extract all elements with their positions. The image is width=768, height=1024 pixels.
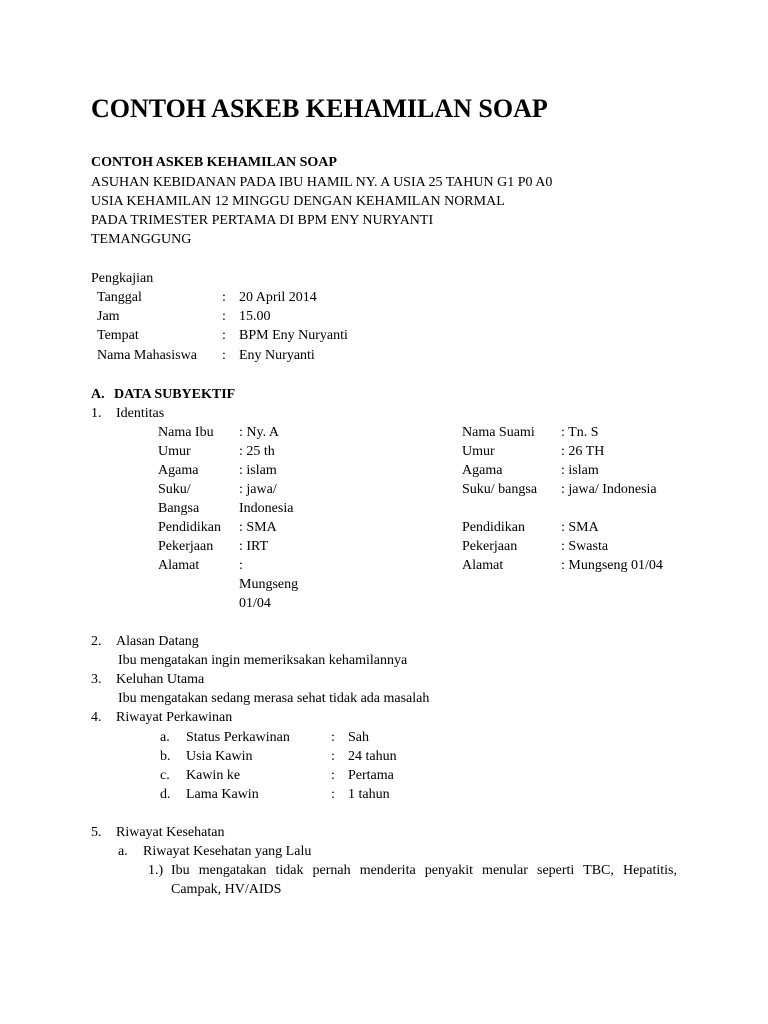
perkawinan-colon: : [331, 787, 335, 802]
ibu-label: Bangsa [158, 501, 200, 516]
pengkajian-value: BPM Eny Nuryanti [239, 328, 348, 343]
ibu-value: Indonesia [239, 501, 294, 516]
ibu-value: 01/04 [239, 596, 271, 611]
keluhan-text: Ibu mengatakan sedang merasa sehat tidak ada masalah [118, 691, 430, 706]
header-line: USIA KEHAMILAN 12 MINGGU DENGAN KEHAMILAN NORMAL [91, 194, 505, 209]
pengkajian-label: Nama Mahasiswa [97, 348, 197, 363]
ibu-label: Pendidikan [158, 520, 221, 535]
perkawinan-marker: c. [160, 768, 170, 783]
perkawinan-value: Sah [348, 730, 369, 745]
pengkajian-colon: : [222, 348, 226, 363]
alasan-text: Ibu mengatakan ingin memeriksakan kehamilannya [118, 653, 408, 668]
pengkajian-label: Jam [97, 309, 120, 324]
perkawinan-marker: d. [160, 787, 171, 802]
perkawinan-colon: : [331, 749, 335, 764]
ibu-label: Umur [158, 444, 191, 459]
pengkajian-heading: Pengkajian [91, 271, 154, 286]
suami-value: : Tn. S [561, 425, 599, 440]
suami-value: : SMA [561, 520, 599, 535]
pengkajian-value: Eny Nuryanti [239, 348, 315, 363]
header-line: TEMANGGUNG [91, 232, 192, 247]
suami-value: : Swasta [561, 539, 609, 554]
suami-label: Agama [462, 463, 503, 478]
identitas-label: Identitas [116, 406, 165, 421]
header-line: PADA TRIMESTER PERTAMA DI BPM ENY NURYANTI [91, 213, 434, 228]
pengkajian-colon: : [222, 328, 226, 343]
kesehatan-sub-label: Riwayat Kesehatan yang Lalu [143, 844, 312, 859]
kesehatan-label: Riwayat Kesehatan [116, 825, 225, 840]
list-number: 4. [91, 710, 102, 725]
perkawinan-colon: : [331, 768, 335, 783]
suami-label: Umur [462, 444, 495, 459]
pengkajian-label: Tanggal [97, 290, 142, 305]
perkawinan-marker: b. [160, 749, 171, 764]
perkawinan-row-label: Lama Kawin [186, 787, 259, 802]
pengkajian-value: 20 April 2014 [239, 290, 317, 305]
list-number: 3. [91, 672, 102, 687]
subtitle: CONTOH ASKEB KEHAMILAN SOAP [91, 155, 337, 170]
ibu-value: : Ny. A [239, 425, 279, 440]
ibu-label: Alamat [158, 558, 200, 573]
ibu-value: : SMA [239, 520, 277, 535]
list-number: 2. [91, 634, 102, 649]
kesehatan-item-marker: 1.) [148, 863, 164, 878]
kesehatan-item-text: Campak, HV/AIDS [171, 882, 282, 897]
section-marker: A. [91, 387, 105, 402]
perkawinan-row-label: Kawin ke [186, 768, 241, 783]
pengkajian-colon: : [222, 290, 226, 305]
suami-value: : jawa/ Indonesia [561, 482, 657, 497]
suami-label: Suku/ bangsa [462, 482, 538, 497]
perkawinan-value: 24 tahun [348, 749, 397, 764]
section-heading: DATA SUBYEKTIF [114, 387, 236, 402]
kesehatan-sub-marker: a. [118, 844, 128, 859]
ibu-value: : jawa/ [239, 482, 277, 497]
list-number: 1. [91, 406, 102, 421]
ibu-value: Mungseng [239, 577, 299, 592]
suami-value: : 26 TH [561, 444, 605, 459]
alasan-label: Alasan Datang [116, 634, 199, 649]
perkawinan-row-label: Usia Kawin [186, 749, 253, 764]
keluhan-label: Keluhan Utama [116, 672, 205, 687]
perkawinan-value: Pertama [348, 768, 394, 783]
suami-label: Pendidikan [462, 520, 525, 535]
ibu-value: : 25 th [239, 444, 275, 459]
pengkajian-value: 15.00 [239, 309, 271, 324]
perkawinan-row-label: Status Perkawinan [186, 730, 290, 745]
kesehatan-item-text: Ibu mengatakan tidak pernah menderita penyakit menular seperti TBC, Hepatitis, [171, 863, 677, 878]
suami-label: Nama Suami [462, 425, 535, 440]
pengkajian-label: Tempat [97, 328, 139, 343]
ibu-label: Nama Ibu [158, 425, 214, 440]
suami-label: Alamat [462, 558, 504, 573]
ibu-value: : IRT [239, 539, 269, 554]
ibu-value: : [239, 558, 243, 573]
ibu-label: Agama [158, 463, 199, 478]
ibu-label: Pekerjaan [158, 539, 214, 554]
ibu-value: : islam [239, 463, 277, 478]
perkawinan-label: Riwayat Perkawinan [116, 710, 233, 725]
suami-value: : islam [561, 463, 599, 478]
list-number: 5. [91, 825, 102, 840]
header-line: ASUHAN KEBIDANAN PADA IBU HAMIL NY. A USIA 25 TAHUN G1 P0 A0 [91, 175, 553, 190]
perkawinan-colon: : [331, 730, 335, 745]
perkawinan-marker: a. [160, 730, 170, 745]
suami-label: Pekerjaan [462, 539, 518, 554]
suami-value: : Mungseng 01/04 [561, 558, 663, 573]
document-title: CONTOH ASKEB KEHAMILAN SOAP [91, 94, 548, 123]
perkawinan-value: 1 tahun [348, 787, 390, 802]
pengkajian-colon: : [222, 309, 226, 324]
ibu-label: Suku/ [158, 482, 191, 497]
